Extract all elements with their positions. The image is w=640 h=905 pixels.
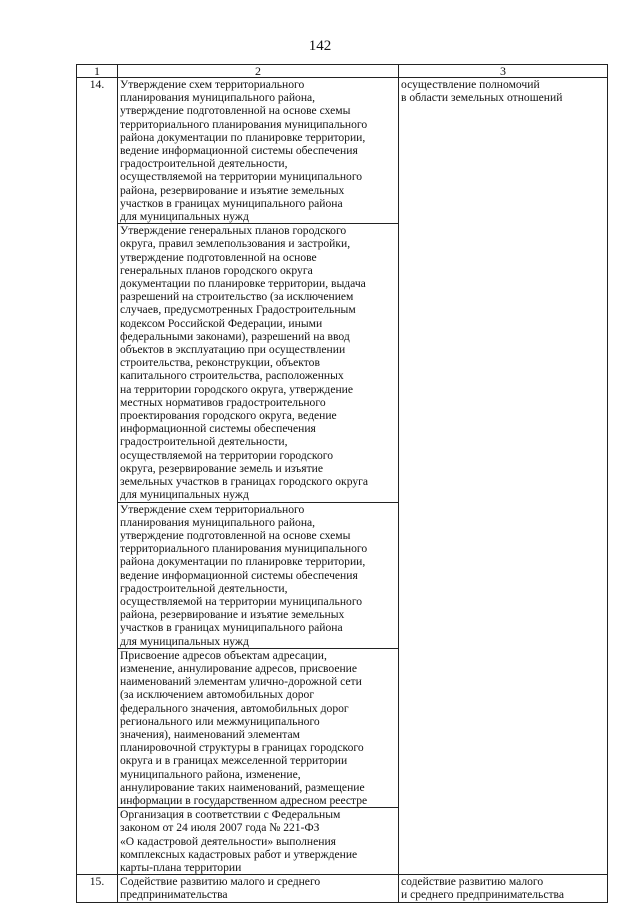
powers-table [76,64,608,903]
page-number: 142 [308,38,332,54]
table-cell: Присвоение адресов объектам адресации, изменение, аннулирование адресов, присвоение наименований элементам улично-дорожной сети (за исключением автомобильных дорог федерального значения, автомобильных дорог регионального или межмуниципального значения), наименований элементам планировочной структуры в границах городского округа и в границах межселенной территории муниципального района, изменение, аннулирование таких наименований, размещение информации в государственном адресном реестре [118,648,399,807]
column-header-2: 2 [118,65,399,78]
table-cell: Утверждение генеральных планов городского округа, правил землепользования и застройки, утверждение подготовленной на основе генеральных планов городского округа документации по планировке территории, выдача разрешений на строительство (за исключением случаев, предусмотренных Градостроительным кодексом Российской Федерации, иными федеральными законами), разрешений на ввод объектов в эксплуатацию при осуществлении строительства, реконструкции, объектов капитального строительства, расположенных на территории городского округа, утверждение местных нормативов градостроительного проектирования городского округа, ведение информационной системы обеспечения градостроительной деятельности, осуществляемой на территории городского округа, резервирование земель и изъятие земельных участков в границах городского округа для муниципальных нужд [118,224,399,502]
table-row [77,78,608,224]
table-header-row [77,65,608,78]
column-header-3: 3 [399,65,608,78]
table-row [77,875,608,902]
table-cell: Утверждение схем территориального планирования муниципального района, утверждение подготовленной на основе схемы территориального планирования муниципального района документации по планировке территории, ведение информационной системы обеспечения градостроительной деятельности, осуществляемой на территории муниципального района, резервирование и изъятие земельных участков в границах муниципального района для муниципальных нужд [118,502,399,648]
row-number-15: 15. [77,875,118,902]
authority-cell-14: осуществление полномочий в области земельных отношений [399,78,608,875]
table-cell: Утверждение схем территориального планирования муниципального района, утверждение подготовленной на основе схемы территориального планирования муниципального района документации по планировке территории, ведение информационной системы обеспечения градостроительной деятельности, осуществляемой на территории муниципального района, резервирование и изъятие земельных участков в границах муниципального района для муниципальных нужд [118,78,399,224]
table-cell: Содействие развитию малого и среднего предпринимательства [118,875,399,902]
authority-cell-15: содействие развитию малого и среднего предпринимательства [399,875,608,902]
column-header-1: 1 [77,65,118,78]
table-cell: Организация в соответствии с Федеральным законом от 24 июля 2007 года № 221-ФЗ «О кадастровой деятельности» выполнения комплексных кадастровых работ и утверждение карты-плана территории [118,808,399,875]
row-number-14: 14. [77,78,118,875]
